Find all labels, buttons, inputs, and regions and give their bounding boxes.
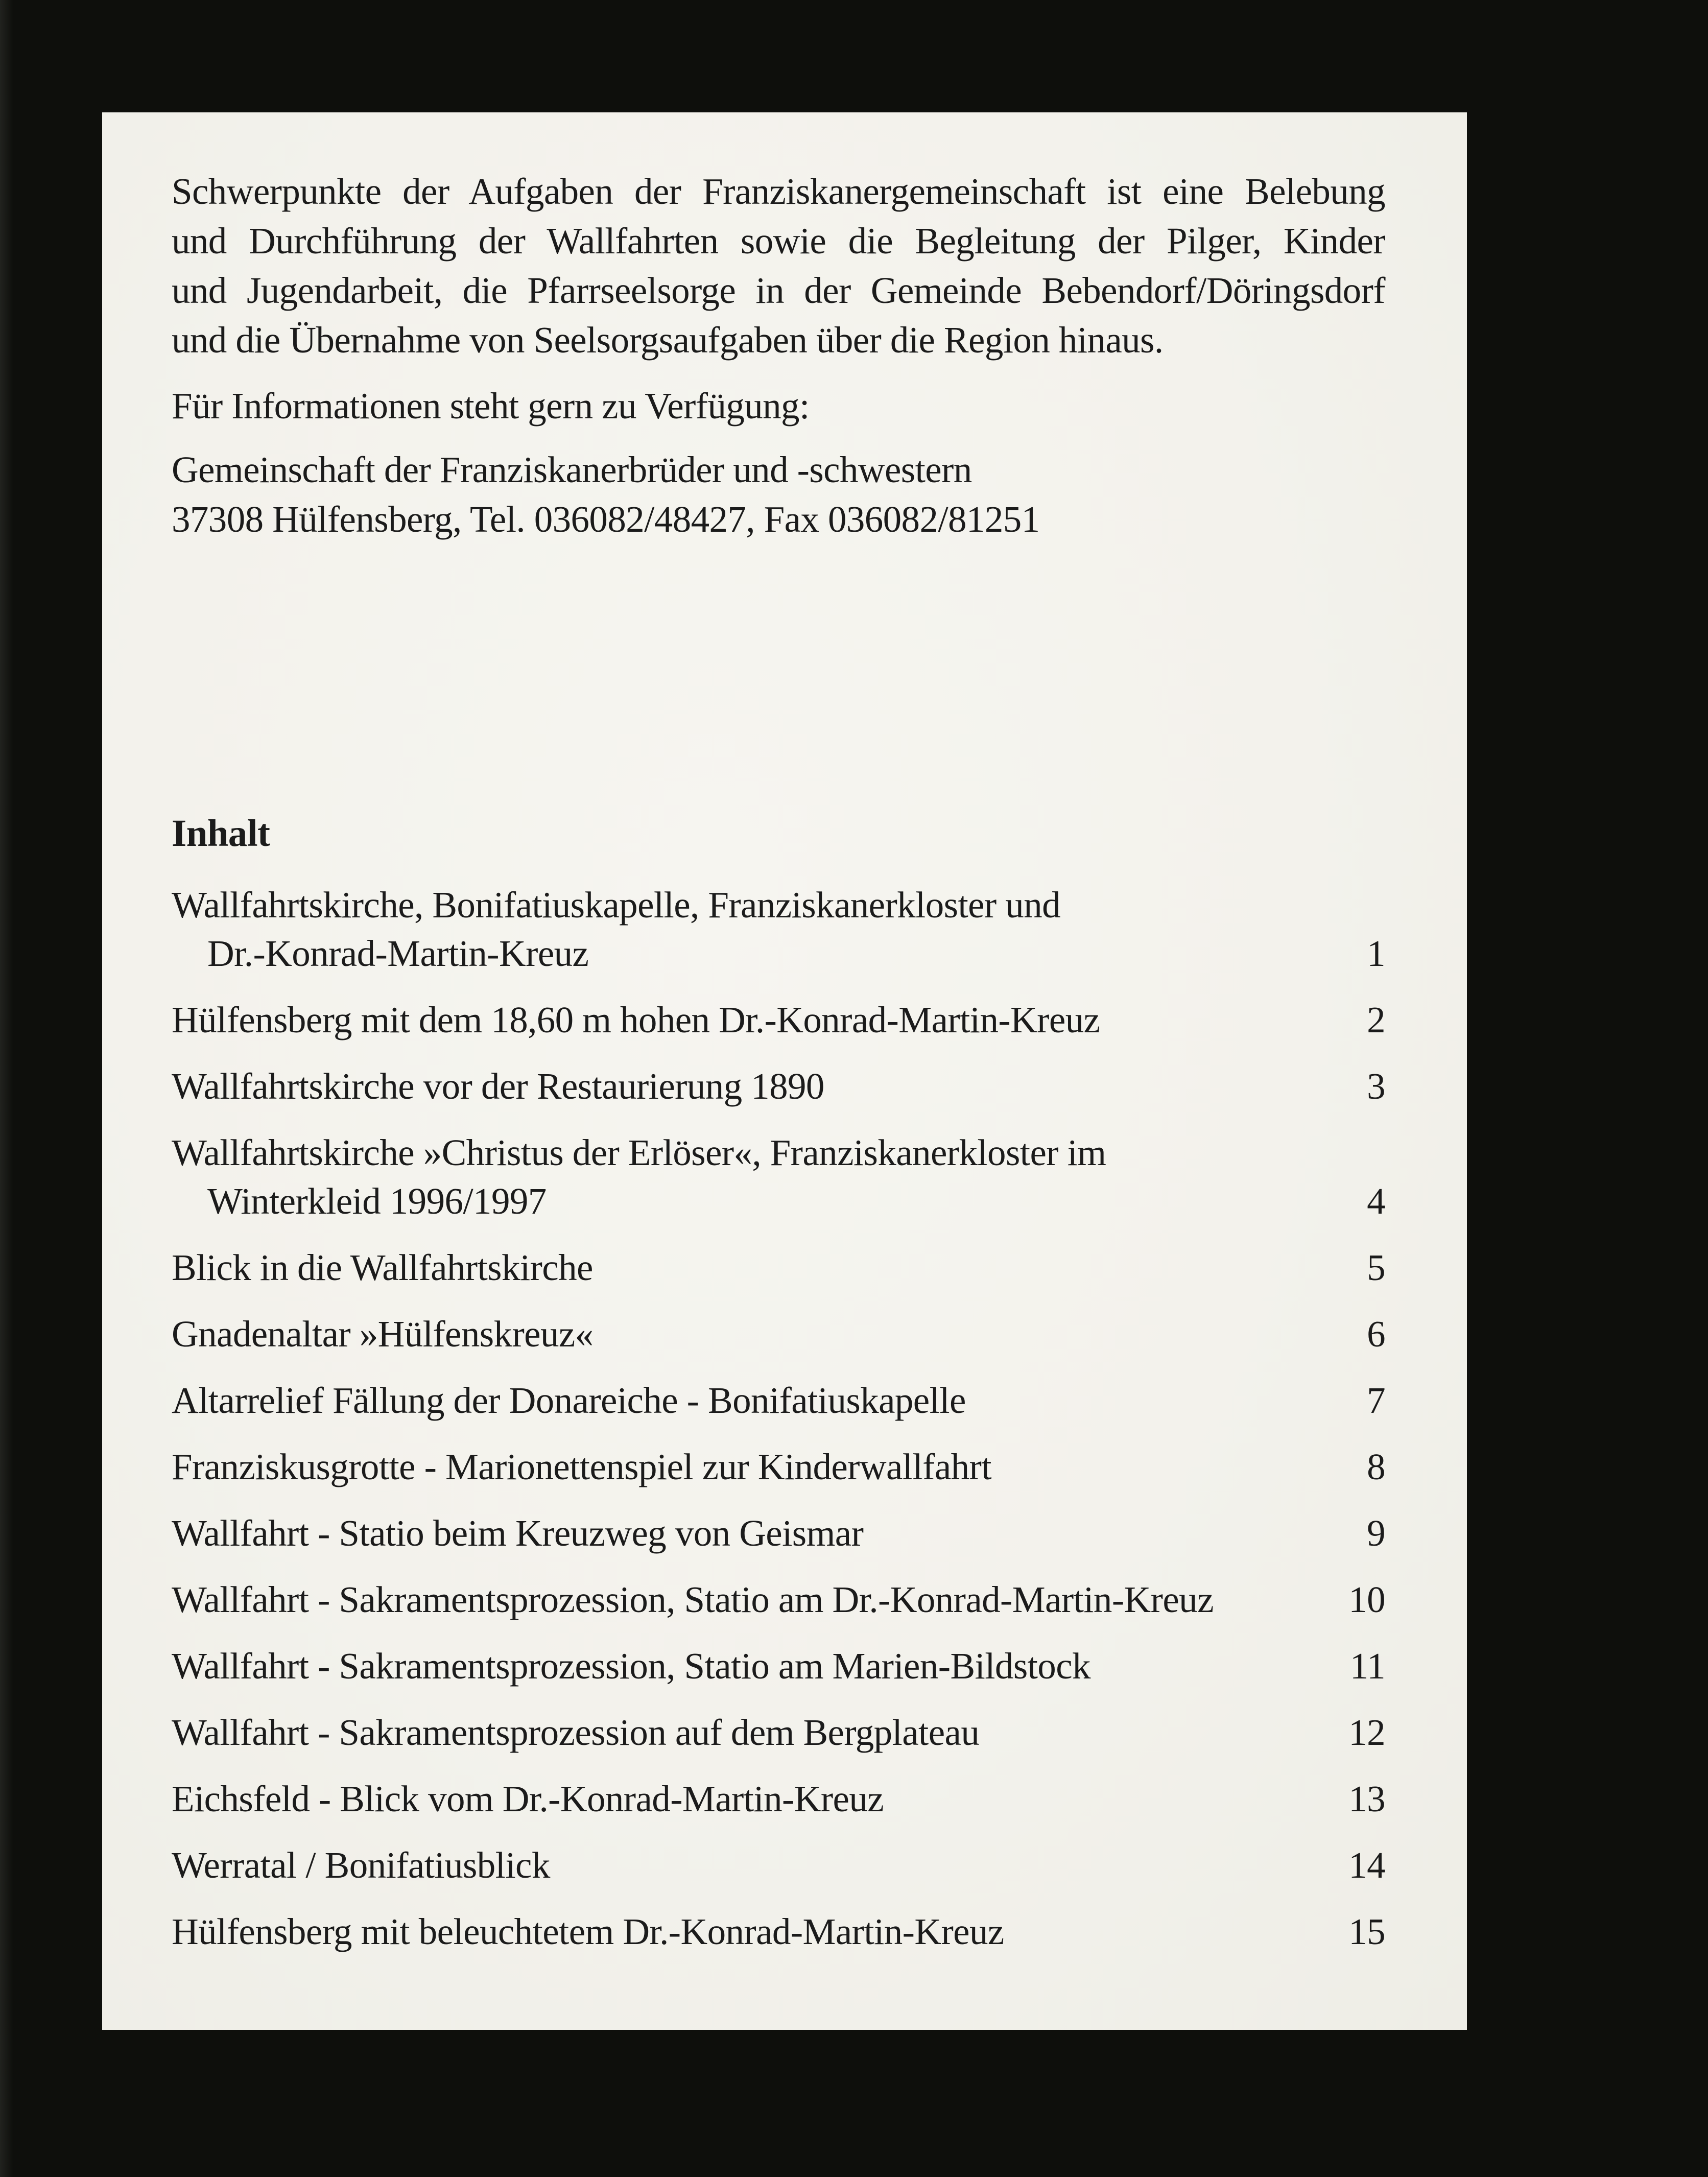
toc-entry-title: Altarrelief Fällung der Donareiche - Bonifatiuskapelle [172,1380,966,1421]
toc-entry-page: 4 [1367,1180,1385,1222]
toc-entry-title: Eichsfeld - Blick vom Dr.-Konrad-Martin-Kreuz [172,1778,884,1819]
intro-paragraph-line: und die Übernahme von Seelsorgsaufgaben über die Region hinaus. [172,319,1164,361]
contact-address-line: 37308 Hülfensberg, Tel. 036082/48427, Fax 036082/81251 [172,499,1040,540]
toc-entry [172,1774,1385,1823]
toc-entry [172,1310,1385,1358]
toc-entry-title: Gnadenaltar »Hülfenskreuz« [172,1313,594,1355]
scanner-edge-artifact [0,0,13,2177]
toc-entry-page: 9 [1367,1512,1385,1554]
intro-paragraph-line: und Jugendarbeit, die Pfarrseelsorge in der Gemeinde Bebendorf/Döringsdorf [172,270,1385,311]
toc-entry [172,1841,1385,1889]
toc-entry-page: 12 [1348,1712,1385,1753]
toc-entry [172,1907,1385,1956]
toc-entry-title: Wallfahrt - Sakramentsprozession, Statio am Marien-Bildstock [172,1645,1090,1687]
toc-entry-title: Wallfahrt - Sakramentsprozession, Statio am Dr.-Konrad-Martin-Kreuz [172,1579,1214,1620]
toc-entry [172,1442,1385,1491]
toc-entry [172,996,1385,1044]
toc-entry-page: 1 [1367,933,1385,974]
toc-entry-title: Wallfahrtskirche »Christus der Erlöser«, Franziskanerkloster im [172,1132,1106,1173]
toc-entry [172,1128,1385,1225]
toc-entry-page: 10 [1348,1579,1385,1620]
toc-entry-title-continued: Dr.-Konrad-Martin-Kreuz [207,933,589,974]
intro-paragraph-line: Schwerpunkte der Aufgaben der Franziskanergemeinschaft ist eine Belebung [172,171,1385,212]
toc-entry-page: 14 [1348,1844,1385,1886]
toc-entry-title-continued: Winterkleid 1996/1997 [207,1180,547,1222]
toc-entry-page: 8 [1367,1446,1385,1487]
contact-block [172,445,1385,544]
paper-sheet [102,112,1467,2030]
toc-entry-page: 2 [1367,999,1385,1040]
toc-heading: Inhalt [172,812,270,855]
toc-entry-title: Hülfensberg mit beleuchtetem Dr.-Konrad-Martin-Kreuz [172,1911,1004,1952]
contact-name-line: Gemeinschaft der Franziskanerbrüder und -schwestern [172,449,972,490]
toc-entry [172,1642,1385,1690]
table-of-contents [172,809,1385,1974]
toc-entry-title: Wallfahrt - Statio beim Kreuzweg von Geismar [172,1512,864,1554]
toc-entry [172,1509,1385,1557]
intro-paragraph [172,167,1385,365]
info-line: Für Informationen steht gern zu Verfügung: [172,385,810,427]
intro-paragraph-line: und Durchführung der Wallfahrten sowie die Begleitung der Pilger, Kinder [172,220,1385,262]
toc-entry-title: Blick in die Wallfahrtskirche [172,1247,593,1288]
toc-entry [172,1243,1385,1292]
toc-entry [172,881,1385,978]
toc-entry-title: Werratal / Bonifatiusblick [172,1844,550,1886]
toc-entry [172,1575,1385,1624]
toc-entry-page: 11 [1349,1645,1385,1687]
toc-entry-title: Wallfahrtskirche vor der Restaurierung 1890 [172,1066,824,1107]
toc-entry-page: 7 [1367,1380,1385,1421]
toc-entry-title: Wallfahrt - Sakramentsprozession auf dem Bergplateau [172,1712,980,1753]
toc-entry-page: 5 [1367,1247,1385,1288]
toc-entry-page: 6 [1367,1313,1385,1355]
toc-entry-page: 15 [1348,1911,1385,1952]
toc-entry-title: Wallfahrtskirche, Bonifatiuskapelle, Franziskanerkloster und [172,884,1060,926]
toc-entry-title: Franziskusgrotte - Marionettenspiel zur Kinderwallfahrt [172,1446,991,1487]
toc-entry [172,1062,1385,1110]
toc-entry [172,1708,1385,1757]
toc-entry-title: Hülfensberg mit dem 18,60 m hohen Dr.-Konrad-Martin-Kreuz [172,999,1100,1040]
toc-entry-page: 3 [1367,1066,1385,1107]
toc-entry [172,1376,1385,1425]
toc-entry-page: 13 [1348,1778,1385,1819]
